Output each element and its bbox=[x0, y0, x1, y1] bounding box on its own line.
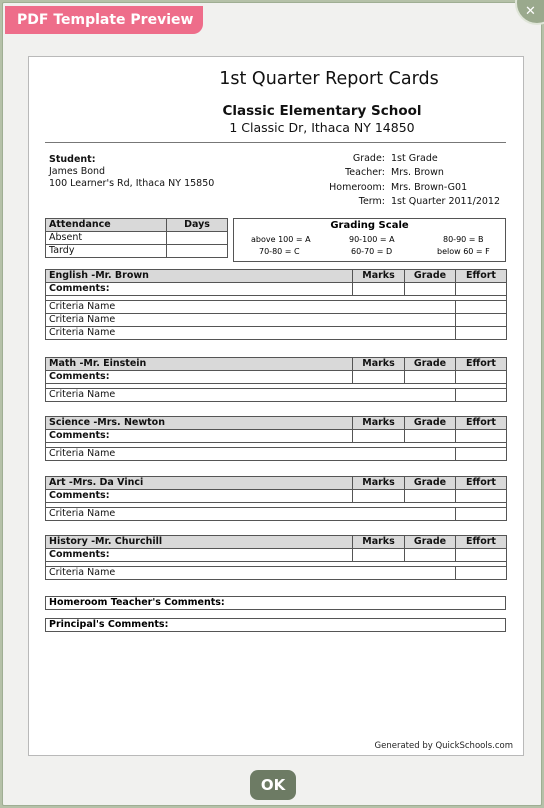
grade-cell bbox=[405, 430, 456, 443]
term-value: 1st Quarter 2011/2012 bbox=[391, 196, 501, 207]
report-sheet bbox=[28, 56, 524, 756]
subject-name: Math -Mr. Einstein bbox=[46, 358, 353, 371]
criteria-value bbox=[456, 567, 507, 580]
marks-cell bbox=[353, 371, 405, 384]
criteria-value bbox=[456, 301, 507, 314]
criteria-name: Criteria Name bbox=[46, 567, 456, 580]
subject-table bbox=[45, 357, 507, 402]
criteria-name: Criteria Name bbox=[46, 314, 456, 327]
attendance-row-label: Absent bbox=[46, 232, 167, 245]
criteria-value bbox=[456, 314, 507, 327]
marks-header: Marks bbox=[353, 270, 405, 283]
preview-dialog bbox=[2, 2, 542, 806]
subject-table bbox=[45, 269, 507, 340]
header-divider bbox=[45, 142, 506, 143]
student-name: James Bond bbox=[49, 166, 106, 177]
attendance-row-label: Tardy bbox=[46, 245, 167, 258]
subject-table bbox=[45, 416, 507, 461]
grading-scale-entry: above 100 = A bbox=[251, 235, 311, 244]
grading-scale-entry: 80-90 = B bbox=[443, 235, 484, 244]
student-label: Student: bbox=[49, 154, 96, 165]
comments-label: Comments: bbox=[46, 283, 353, 296]
comments-label: Comments: bbox=[46, 371, 353, 384]
comments-label: Comments: bbox=[46, 549, 353, 562]
attendance-row-value bbox=[167, 245, 228, 258]
grade-header: Grade bbox=[405, 417, 456, 430]
grading-scale-title: Grading Scale bbox=[330, 220, 409, 231]
close-button[interactable] bbox=[515, 0, 544, 25]
effort-cell bbox=[456, 490, 507, 503]
homeroom-comments: Homeroom Teacher's Comments: bbox=[45, 596, 506, 610]
effort-cell bbox=[456, 283, 507, 296]
grading-scale-entry: 60-70 = D bbox=[351, 247, 393, 256]
effort-header: Effort bbox=[456, 536, 507, 549]
criteria-name: Criteria Name bbox=[46, 389, 456, 402]
effort-header: Effort bbox=[456, 417, 507, 430]
grade-label: Grade: bbox=[352, 153, 385, 164]
comments-label: Comments: bbox=[46, 490, 353, 503]
grading-scale bbox=[233, 218, 506, 262]
homeroom-label: Homeroom: bbox=[329, 182, 385, 193]
teacher-label: Teacher: bbox=[345, 167, 385, 178]
criteria-value bbox=[456, 327, 507, 340]
marks-cell bbox=[353, 549, 405, 562]
effort-cell bbox=[456, 430, 507, 443]
subject-name: Science -Mrs. Newton bbox=[46, 417, 353, 430]
marks-cell bbox=[353, 430, 405, 443]
grading-scale-entry: 90-100 = A bbox=[349, 235, 395, 244]
principal-comments: Principal's Comments: bbox=[45, 618, 506, 632]
effort-header: Effort bbox=[456, 358, 507, 371]
effort-header: Effort bbox=[456, 477, 507, 490]
effort-cell bbox=[456, 549, 507, 562]
grade-cell bbox=[405, 371, 456, 384]
report-title: 1st Quarter Report Cards bbox=[219, 69, 439, 89]
grade-cell bbox=[405, 283, 456, 296]
grading-scale-entry: below 60 = F bbox=[437, 247, 490, 256]
ok-button[interactable]: OK bbox=[250, 770, 296, 800]
dialog-title: PDF Template Preview bbox=[5, 6, 203, 34]
close-icon[interactable]: ✕ bbox=[525, 4, 536, 19]
grade-cell bbox=[405, 490, 456, 503]
grade-header: Grade bbox=[405, 270, 456, 283]
marks-header: Marks bbox=[353, 358, 405, 371]
criteria-value bbox=[456, 448, 507, 461]
marks-header: Marks bbox=[353, 536, 405, 549]
criteria-name: Criteria Name bbox=[46, 508, 456, 521]
teacher-value: Mrs. Brown bbox=[391, 167, 444, 178]
generated-by: Generated by QuickSchools.com bbox=[374, 741, 513, 751]
grade-header: Grade bbox=[405, 477, 456, 490]
grade-header: Grade bbox=[405, 536, 456, 549]
subject-name: History -Mr. Churchill bbox=[46, 536, 353, 549]
student-address: 100 Learner's Rd, Ithaca NY 15850 bbox=[49, 178, 215, 189]
days-header: Days bbox=[167, 219, 228, 232]
school-address: 1 Classic Dr, Ithaca NY 14850 bbox=[229, 120, 415, 135]
grade-header: Grade bbox=[405, 358, 456, 371]
grade-value: 1st Grade bbox=[391, 153, 438, 164]
marks-header: Marks bbox=[353, 477, 405, 490]
subject-name: Art -Mrs. Da Vinci bbox=[46, 477, 353, 490]
grading-scale-entry: 70-80 = C bbox=[259, 247, 300, 256]
subject-table bbox=[45, 476, 507, 521]
subject-table bbox=[45, 535, 507, 580]
attendance-header: Attendance bbox=[46, 219, 167, 232]
effort-cell bbox=[456, 371, 507, 384]
criteria-value bbox=[456, 508, 507, 521]
effort-header: Effort bbox=[456, 270, 507, 283]
comments-label: Comments: bbox=[46, 430, 353, 443]
marks-cell bbox=[353, 490, 405, 503]
criteria-name: Criteria Name bbox=[46, 448, 456, 461]
school-name: Classic Elementary School bbox=[222, 103, 422, 119]
grade-cell bbox=[405, 549, 456, 562]
term-label: Term: bbox=[358, 196, 385, 207]
marks-cell bbox=[353, 283, 405, 296]
attendance-row-value bbox=[167, 232, 228, 245]
homeroom-value: Mrs. Brown-G01 bbox=[391, 182, 468, 193]
subject-name: English -Mr. Brown bbox=[46, 270, 353, 283]
criteria-name: Criteria Name bbox=[46, 301, 456, 314]
criteria-name: Criteria Name bbox=[46, 327, 456, 340]
attendance-table bbox=[45, 218, 228, 258]
criteria-value bbox=[456, 389, 507, 402]
marks-header: Marks bbox=[353, 417, 405, 430]
